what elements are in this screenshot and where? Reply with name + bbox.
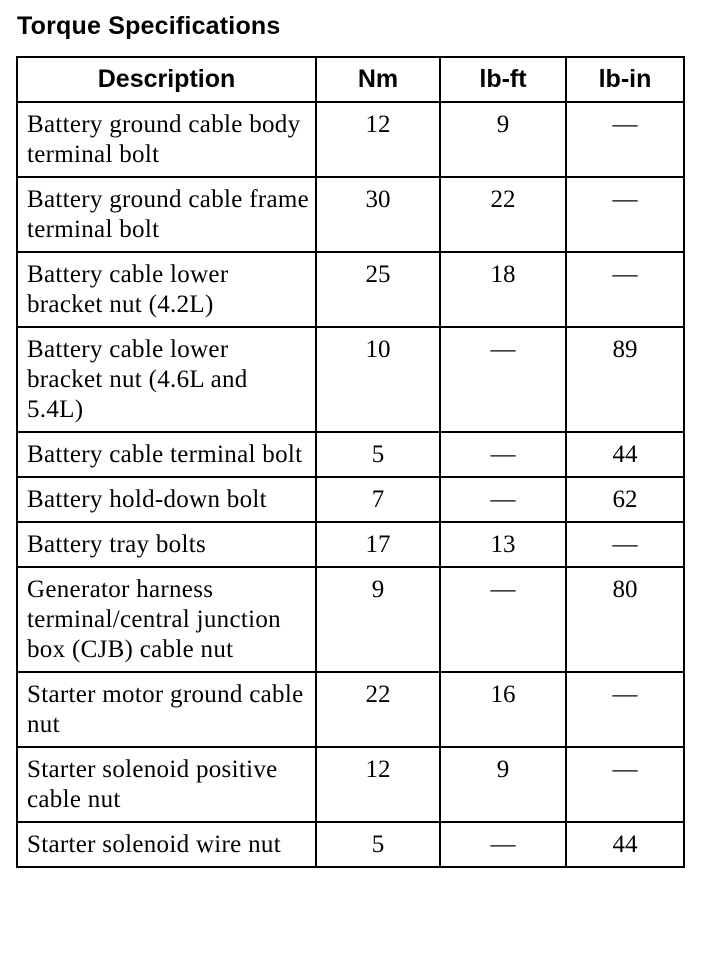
lbin-cell: — (566, 252, 684, 327)
lbft-cell: — (440, 432, 566, 477)
nm-cell: 25 (316, 252, 440, 327)
column-header-lbft: lb-ft (440, 57, 566, 102)
lbft-cell: 16 (440, 672, 566, 747)
table-row (17, 177, 684, 252)
description-cell: Generator harness terminal/central junction box (CJB) cable nut (17, 567, 316, 672)
lbin-cell: — (566, 177, 684, 252)
lbin-cell: — (566, 102, 684, 177)
description-cell: Battery ground cable frame terminal bolt (17, 177, 316, 252)
table-row (17, 432, 684, 477)
nm-cell: 5 (316, 822, 440, 867)
lbft-cell: — (440, 477, 566, 522)
table-row (17, 567, 684, 672)
description-cell: Battery cable lower bracket nut (4.6L and 5.4L) (17, 327, 316, 432)
lbin-cell: — (566, 522, 684, 567)
table-row (17, 522, 684, 567)
nm-cell: 22 (316, 672, 440, 747)
lbft-cell: 18 (440, 252, 566, 327)
lbft-cell: 13 (440, 522, 566, 567)
description-cell: Battery ground cable body terminal bolt (17, 102, 316, 177)
description-cell: Starter solenoid positive cable nut (17, 747, 316, 822)
description-cell: Starter motor ground cable nut (17, 672, 316, 747)
nm-cell: 17 (316, 522, 440, 567)
lbft-cell: — (440, 327, 566, 432)
lbin-cell: 44 (566, 822, 684, 867)
table-row (17, 252, 684, 327)
nm-cell: 5 (316, 432, 440, 477)
lbin-cell: 44 (566, 432, 684, 477)
lbft-cell: — (440, 822, 566, 867)
description-cell: Battery cable terminal bolt (17, 432, 316, 477)
table-row (17, 102, 684, 177)
table-row (17, 747, 684, 822)
description-cell: Starter solenoid wire nut (17, 822, 316, 867)
nm-cell: 30 (316, 177, 440, 252)
lbft-cell: 9 (440, 102, 566, 177)
lbft-cell: 22 (440, 177, 566, 252)
lbin-cell: 80 (566, 567, 684, 672)
lbft-cell: 9 (440, 747, 566, 822)
torque-specifications-table (16, 56, 685, 868)
description-cell: Battery hold-down bolt (17, 477, 316, 522)
table-row (17, 327, 684, 432)
lbin-cell: — (566, 672, 684, 747)
column-header-lbin: lb-in (566, 57, 684, 102)
nm-cell: 10 (316, 327, 440, 432)
column-header-description: Description (17, 57, 316, 102)
lbin-cell: — (566, 747, 684, 822)
lbin-cell: 89 (566, 327, 684, 432)
page-title: Torque Specifications (17, 12, 281, 40)
nm-cell: 9 (316, 567, 440, 672)
description-cell: Battery cable lower bracket nut (4.2L) (17, 252, 316, 327)
description-cell: Battery tray bolts (17, 522, 316, 567)
lbft-cell: — (440, 567, 566, 672)
nm-cell: 7 (316, 477, 440, 522)
table-row (17, 672, 684, 747)
table-row (17, 477, 684, 522)
nm-cell: 12 (316, 747, 440, 822)
table-header-row (17, 57, 684, 102)
nm-cell: 12 (316, 102, 440, 177)
lbin-cell: 62 (566, 477, 684, 522)
column-header-nm: Nm (316, 57, 440, 102)
table-row (17, 822, 684, 867)
